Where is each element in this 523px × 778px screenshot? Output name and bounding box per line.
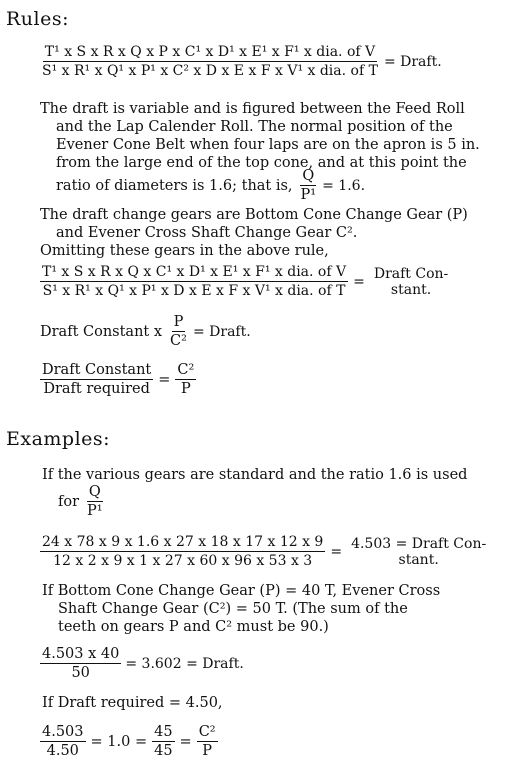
example3-text	[42, 694, 512, 712]
ratio-fraction	[299, 168, 319, 203]
gears-line: The draft change gears are Bottom Cone Change Gear (P)	[40, 207, 468, 223]
calc-result-line: 4.503 = Draft Con-	[351, 535, 487, 552]
ratio-denominator: P¹	[300, 187, 317, 203]
ratio-text: ratio of diameters is 1.6; that is,	[56, 177, 293, 194]
example1-numerator: Q	[88, 484, 101, 500]
formula6-denominator: 50	[71, 665, 90, 681]
constant-result-line: Draft Con-	[373, 265, 449, 282]
draft-constant-formula	[40, 264, 448, 299]
formula7-fraction-3	[197, 724, 218, 759]
formula4-numerator: Draft Constant	[42, 362, 152, 378]
calc-result	[351, 536, 486, 568]
draft-formula-fraction	[40, 44, 380, 79]
formula4-right-denominator: P	[180, 381, 191, 397]
formula6-numerator: 4.503 x 40	[42, 646, 120, 662]
constant-result-line: stant.	[390, 281, 432, 298]
gears-line: and Evener Cross Shaft Change Gear C².	[56, 225, 358, 241]
formula4-right-fraction	[175, 362, 196, 397]
rules-heading: Rules:	[6, 8, 70, 30]
formula6-result: = 3.602 = Draft.	[125, 655, 244, 672]
example2-line: Shaft Change Gear (C²) = 50 T. (The sum of the	[58, 601, 408, 617]
formula7-denominator-3: P	[202, 743, 213, 759]
calc-denominator: 12 x 2 x 9 x 1 x 27 x 60 x 96 x 53 x 3	[53, 553, 313, 569]
example1-for-line	[58, 484, 105, 519]
formula7-numerator-3: C²	[198, 724, 216, 740]
ratio-result: = 1.6.	[322, 177, 366, 194]
explanation-line: The draft is variable and is figured between the Feed Roll	[40, 101, 465, 117]
constant-fraction	[40, 264, 348, 299]
example1-for: for	[58, 493, 80, 510]
formula7-denominator-2: 45	[154, 743, 173, 759]
example-constant-calculation	[40, 534, 486, 569]
calc-numerator: 24 x 78 x 9 x 1.6 x 27 x 18 x 17 x 12 x 9	[42, 534, 324, 550]
example1-denominator: P¹	[87, 503, 103, 519]
draft-formula	[40, 44, 442, 79]
constant-result	[374, 266, 448, 298]
draft-from-constant-formula	[40, 314, 251, 349]
example-draft-calculation	[40, 646, 244, 681]
equals-sign: =	[158, 371, 171, 388]
omitting-line: Omitting these gears in the above rule,	[40, 243, 329, 259]
formula4-right-numerator: C²	[177, 362, 195, 378]
equals-sign: =	[179, 733, 192, 750]
example2-line: If Bottom Cone Change Gear (P) = 40 T, Evener Cross	[42, 583, 441, 599]
explanation-line: from the large end of the top cone, and at this point the	[56, 155, 467, 171]
formula3-fraction	[168, 314, 189, 349]
draft-formula-numerator: T¹ x S x R x Q x P x C¹ x D¹ x E¹ x F¹ x dia. of V	[44, 44, 376, 60]
formula7-fraction-1	[40, 724, 86, 759]
formula6-fraction	[40, 646, 121, 681]
formula7-fraction-2	[152, 724, 174, 759]
draft-formula-result: = Draft.	[383, 53, 442, 70]
example2-text	[42, 582, 512, 636]
explanation-line: Evener Cone Belt when four laps are on the apron is 5 in.	[56, 137, 480, 153]
formula4-left-fraction	[40, 362, 153, 397]
example-gear-calculation	[40, 724, 218, 759]
calc-result-line: stant.	[398, 551, 439, 568]
formula7-denominator-1: 4.50	[46, 743, 79, 759]
example1-line: If the various gears are standard and the ratio 1.6 is used	[42, 467, 468, 483]
example1-text	[42, 466, 512, 484]
constant-numerator: T¹ x S x R x Q x C¹ x D¹ x E¹ x F¹ x dia. of V	[42, 264, 347, 280]
example1-fraction	[85, 484, 105, 519]
ratio-numerator: Q	[302, 168, 315, 184]
examples-heading: Examples:	[6, 428, 111, 450]
example2-line: teeth on gears P and C² must be 90.)	[58, 619, 329, 635]
constant-denominator: S¹ x R¹ x Q¹ x P¹ x D x E x F x V¹ x dia. of T	[42, 283, 346, 299]
formula4-denominator: Draft required	[43, 381, 150, 397]
formula3-numerator: P	[173, 314, 184, 330]
explanation-line: and the Lap Calender Roll. The normal position of the	[56, 119, 453, 135]
change-gears-paragraph	[40, 206, 510, 260]
draft-formula-denominator: S¹ x R¹ x Q¹ x P¹ x C² x D x E x F x V¹ x dia. of T	[42, 63, 378, 79]
formula7-mid: = 1.0 =	[90, 733, 148, 750]
calc-fraction	[40, 534, 325, 569]
gear-ratio-formula	[40, 362, 196, 397]
ratio-line	[56, 168, 365, 203]
equals-sign: =	[353, 273, 365, 290]
equals-sign: =	[330, 543, 343, 560]
formula7-numerator-2: 45	[154, 724, 173, 740]
formula3-denominator: C²	[170, 333, 187, 349]
draft-explanation	[40, 100, 510, 172]
formula3-lead: Draft Constant x	[40, 323, 163, 340]
example3-line: If Draft required = 4.50,	[42, 695, 223, 711]
formula3-result: = Draft.	[192, 323, 251, 340]
formula7-numerator-1: 4.503	[42, 724, 84, 740]
